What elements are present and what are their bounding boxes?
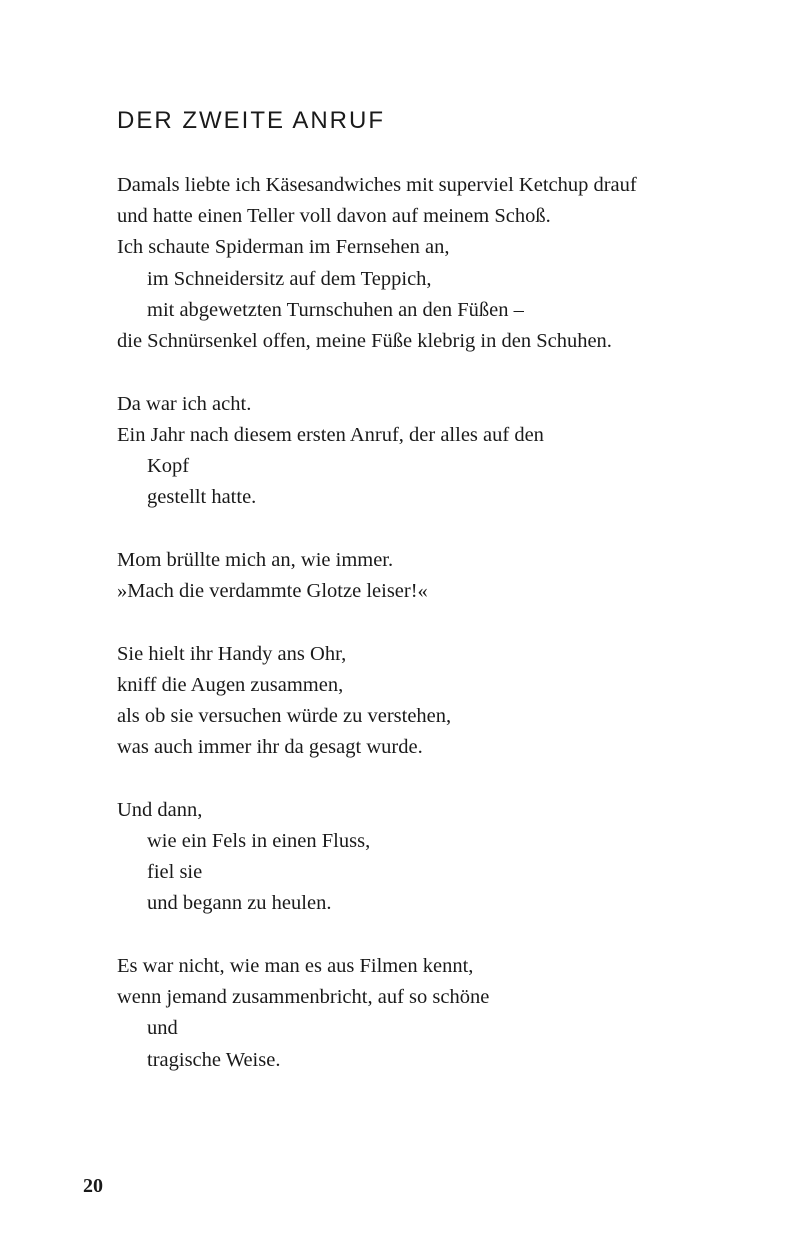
poem-body	[117, 170, 737, 1107]
poem-line: im Schneidersitz auf dem Teppich,	[147, 267, 432, 290]
poem-line: Mom brüllte mich an, wie immer.	[117, 548, 394, 571]
poem-line: Ich schaute Spiderman im Fernsehen an,	[117, 236, 450, 259]
poem-line: kniff die Augen zusammen,	[117, 673, 344, 696]
stanza	[117, 170, 737, 357]
poem-line: die Schnürsenkel offen, meine Füße klebrig in den Schuhen.	[117, 330, 612, 353]
chapter-title: DER ZWEITE ANRUF	[117, 107, 386, 134]
stanza	[117, 639, 737, 764]
poem-line: Es war nicht, wie man es aus Filmen kennt,	[117, 955, 474, 978]
poem-line: mit abgewetzten Turnschuhen an den Füßen –	[147, 298, 524, 321]
stanza	[117, 389, 737, 514]
poem-line: Ein Jahr nach diesem ersten Anruf, der alles auf den	[117, 423, 544, 446]
stanza	[117, 795, 737, 920]
page-number: 20	[83, 1175, 103, 1197]
poem-line: Damals liebte ich Käsesandwiches mit superviel Ketchup drauf	[117, 174, 637, 196]
stanza	[117, 951, 737, 1076]
poem-line: wenn jemand zusammenbricht, auf so schöne	[117, 986, 490, 1009]
poem-line: Kopf	[147, 455, 190, 478]
poem-line: und	[147, 1017, 178, 1040]
stanza	[117, 545, 737, 607]
poem-line: fiel sie	[147, 861, 203, 884]
poem-line: als ob sie versuchen würde zu verstehen,	[117, 705, 452, 728]
poem-line: und hatte einen Teller voll davon auf meinem Schoß.	[117, 205, 551, 228]
poem-line: Und dann,	[117, 798, 203, 821]
poem-line: wie ein Fels in einen Fluss,	[147, 830, 371, 853]
poem-line: Da war ich acht.	[117, 392, 252, 415]
poem-line: und begann zu heulen.	[147, 892, 332, 915]
poem-line: »Mach die verdammte Glotze leiser!«	[117, 580, 428, 603]
poem-line: tragische Weise.	[147, 1048, 281, 1071]
poem-line: was auch immer ihr da gesagt wurde.	[117, 736, 423, 759]
poem-line: gestellt hatte.	[147, 486, 257, 509]
poem-line: Sie hielt ihr Handy ans Ohr,	[117, 642, 347, 665]
